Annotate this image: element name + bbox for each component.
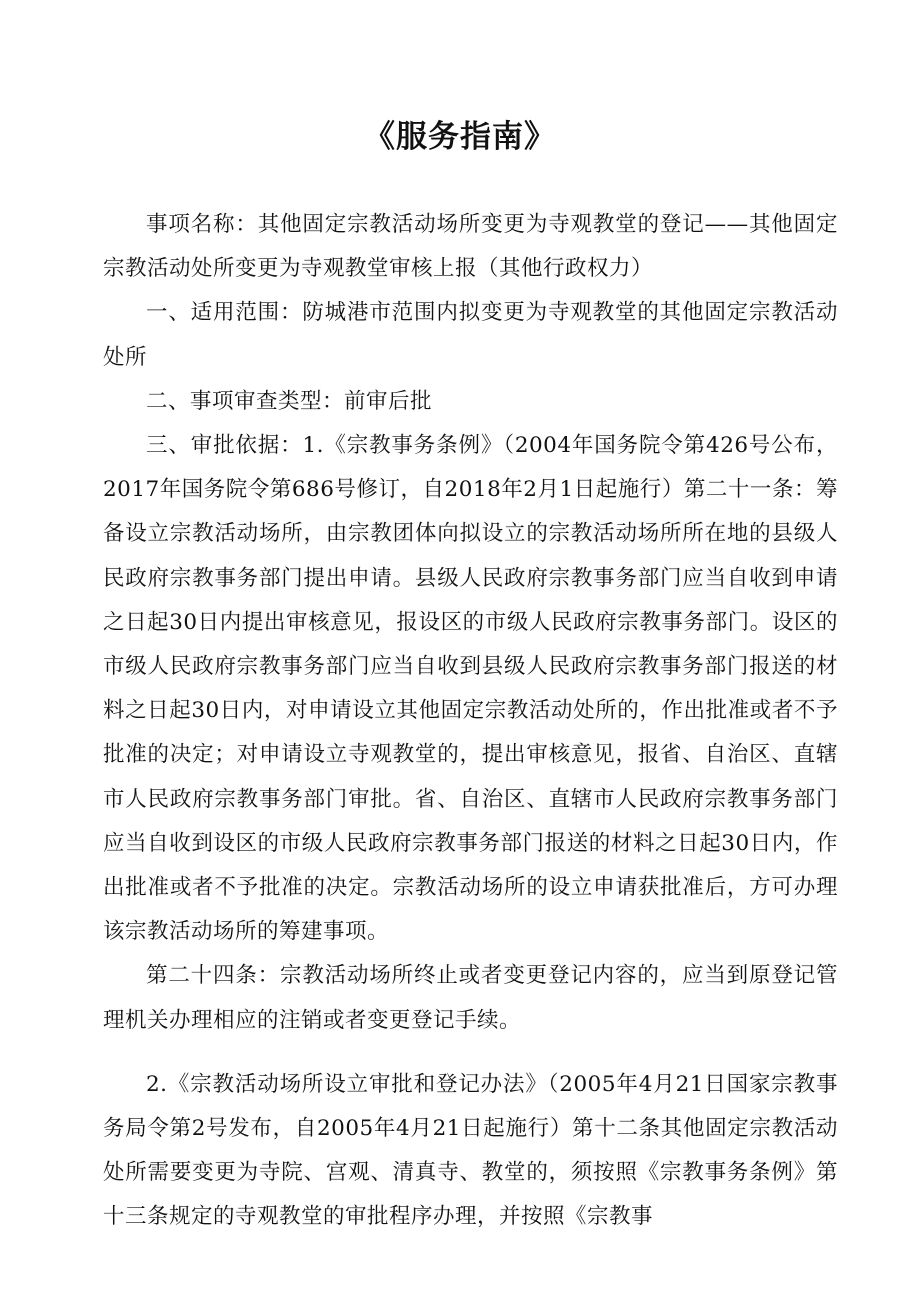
paragraph-review-type: 二、事项审查类型：前审后批	[146, 388, 433, 414]
paragraph-scope: 一、适用范围：防城港市范围内拟变更为寺观教堂的其他固定宗教活动处所	[103, 300, 838, 370]
document-body	[103, 203, 838, 1240]
paragraph-item-name: 事项名称：其他固定宗教活动场所变更为寺观教堂的登记——其他固定宗教活动处所变更为寺观教堂审核上报（其他行政权力）	[103, 212, 838, 282]
document-title: 《服务指南》	[364, 119, 556, 155]
paragraph-article-24: 第二十四条：宗教活动场所终止或者变更登记内容的，应当到原登记管理机关办理相应的注销或者变更登记手续。	[103, 963, 838, 1033]
paragraph-legal-basis-2: 2.《宗教活动场所设立审批和登记办法》（2005年4月21日国家宗教事务局令第2号发布，自2005年4月21日起施行）第十二条其他固定宗教活动处所需要变更为寺院、宫观、清真寺、教堂的，须按照《宗教事务条例》第十三条规定的寺观教堂的审批程序办理，并按照《宗教事	[103, 1071, 838, 1230]
paragraph-legal-basis-1: 三、审批依据：1.《宗教事务条例》（2004年国务院令第426号公布，2017年国务院令第686号修订，自2018年2月1日起施行）第二十一条：筹备设立宗教活动场所，由宗教团体向拟设立的宗教活动场所所在地的县级人民政府宗教事务部门提出申请。县级人民政府宗教事务部门应当自收到申请之日起30日内提出审核意见，报设区的市级人民政府宗教事务部门。设区的市级人民政府宗教事务部门应当自收到县级人民政府宗教事务部门报送的材料之日起30日内，对申请设立其他固定宗教活动处所的，作出批准或者不予批准的决定；对申请设立寺观教堂的，提出审核意见，报省、自治区、直辖市人民政府宗教事务部门审批。省、自治区、直辖市人民政府宗教事务部门应当自收到设区的市级人民政府宗教事务部门报送的材料之日起30日内，作出批准或者不予批准的决定。宗教活动场所的设立申请获批准后，方可办理该宗教活动场所的筹建事项。	[103, 433, 838, 945]
